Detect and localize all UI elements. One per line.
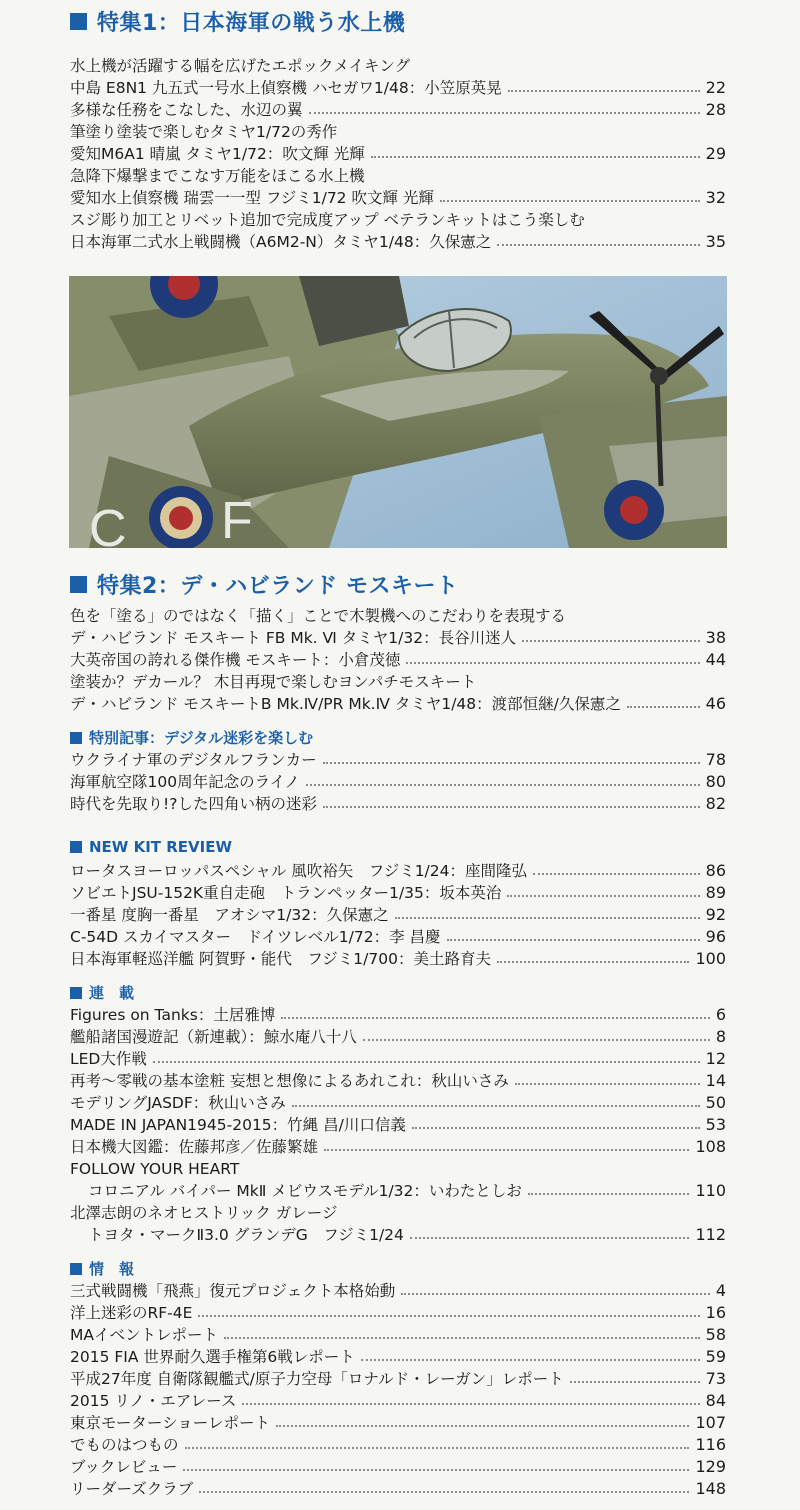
toc-entry[interactable]: 海軍航空隊100周年記念のライノ 80: [70, 772, 726, 791]
mosquito-model-photo: [69, 276, 727, 548]
toc-entry[interactable]: でものはつもの 116: [70, 1435, 726, 1454]
page-number: 46: [705, 694, 726, 713]
page-number: 100: [695, 949, 726, 968]
page-number: 28: [705, 100, 726, 119]
page-number: 58: [705, 1325, 726, 1344]
toc-entry[interactable]: 愛知水上偵察機 瑞雲一一型 フジミ1/72 吹文輝 光輝 32: [70, 188, 726, 207]
toc-entry[interactable]: 愛知M6A1 晴嵐 タミヤ1/72：吹文輝 光輝 29: [70, 144, 726, 163]
section-heading-series: 連 載: [70, 982, 134, 1003]
page-number: 53: [705, 1115, 726, 1134]
page-number: 16: [705, 1303, 726, 1322]
toc-entry[interactable]: リーダーズクラブ 148: [70, 1479, 726, 1498]
toc-entry[interactable]: 東京モーターショーレポート 107: [70, 1413, 726, 1432]
toc-line: 筆塗り塗装で楽しむタミヤ1/72の秀作: [70, 123, 338, 141]
page-number: 6: [715, 1005, 726, 1024]
toc-entry[interactable]: 中島 E8N1 九五式一号水上偵察機 ハセガワ1/48：小笠原英晃 22: [70, 78, 726, 97]
page-number: 73: [705, 1369, 726, 1388]
toc-line: FOLLOW YOUR HEART: [70, 1160, 240, 1178]
square-bullet-icon: [70, 576, 87, 593]
toc-entry[interactable]: 平成27年度 自衛隊観艦式/原子力空母「ロナルド・レーガン」レポート 73: [70, 1369, 726, 1388]
page-number: 29: [705, 144, 726, 163]
page-number: 108: [695, 1137, 726, 1156]
page-number: 86: [705, 861, 726, 880]
toc-line: 急降下爆撃までこなす万能をほこる水上機: [70, 167, 365, 185]
section-heading-special-1: 特集1：日本海軍の戦う水上機: [70, 6, 405, 37]
toc-line: 水上機が活躍する幅を広げたエポックメイキング: [70, 57, 411, 75]
toc-entry[interactable]: 再考～零戦の基本塗粧 妄想と想像によるあれこれ：秋山いさみ 14: [70, 1071, 726, 1090]
toc-entry[interactable]: ロータスヨーロッパスペシャル 風吹裕矢 フジミ1/24：座間隆弘 86: [70, 861, 726, 880]
section-heading-info: 情 報: [70, 1258, 134, 1279]
page-number: 82: [705, 794, 726, 813]
toc-entry[interactable]: C-54D スカイマスター ドイツレベル1/72：李 昌慶 96: [70, 927, 726, 946]
page-number: 32: [705, 188, 726, 207]
page-number: 8: [715, 1027, 726, 1046]
toc-entry[interactable]: 三式戦闘機「飛燕」復元プロジェクト本格始動 4: [70, 1281, 726, 1300]
toc-entry[interactable]: LED大作戦 12: [70, 1049, 726, 1068]
toc-line: 塗装か？デカール？ 木目再現で楽しむヨンパチモスキート: [70, 673, 477, 691]
toc-entry[interactable]: 洋上迷彩のRF-4E 16: [70, 1303, 726, 1322]
square-bullet-icon: [70, 987, 82, 999]
toc-entry[interactable]: ブックレビュー 129: [70, 1457, 726, 1476]
page-number: 110: [695, 1181, 726, 1200]
page-number: 22: [705, 78, 726, 97]
page-number: 78: [705, 750, 726, 769]
toc-entry[interactable]: Figures on Tanks：土居雅博 6: [70, 1005, 726, 1024]
toc-entry[interactable]: MAイベントレポート 58: [70, 1325, 726, 1344]
section-heading-special-article: 特別記事：デジタル迷彩を楽しむ: [70, 727, 313, 748]
section-heading-new-kit-review: NEW KIT REVIEW: [70, 838, 232, 856]
toc-entry[interactable]: デ・ハビランド モスキートB Mk.Ⅳ/PR Mk.Ⅳ タミヤ1/48：渡部恒継/久保憲之 46: [70, 694, 726, 713]
square-bullet-icon: [70, 1263, 82, 1275]
page-number: 38: [705, 628, 726, 647]
toc-entry[interactable]: デ・ハビランド モスキート FB Mk. Ⅵ タミヤ1/32：長谷川迷人 38: [70, 628, 726, 647]
toc-entry[interactable]: 日本機大図鑑：佐藤邦彦／佐藤繁雄 108: [70, 1137, 726, 1156]
page-number: 4: [715, 1281, 726, 1300]
toc-entry[interactable]: 日本海軍二式水上戦闘機（A6M2-N）タミヤ1/48：久保憲之 35: [70, 232, 726, 251]
toc-line: 北澤志朗のネオヒストリック ガレージ: [70, 1204, 338, 1222]
toc-entry[interactable]: 2015 FIA 世界耐久選手権第6戦レポート 59: [70, 1347, 726, 1366]
page-number: 148: [695, 1479, 726, 1498]
page-number: 35: [705, 232, 726, 251]
page-number: 59: [705, 1347, 726, 1366]
page-number: 50: [705, 1093, 726, 1112]
page-number: 89: [705, 883, 726, 902]
page-number: 129: [695, 1457, 726, 1476]
page-number: 96: [705, 927, 726, 946]
toc-entry[interactable]: 多様な任務をこなした、水辺の翼 28: [70, 100, 726, 119]
page-number: 80: [705, 772, 726, 791]
toc-entry[interactable]: MADE IN JAPAN1945-2015：竹縄 昌/川口信義 53: [70, 1115, 726, 1134]
toc-entry[interactable]: 日本海軍軽巡洋艦 阿賀野・能代 フジミ1/700：美土路育夫 100: [70, 949, 726, 968]
square-bullet-icon: [70, 841, 82, 853]
roundel-icon: [604, 480, 664, 540]
page-number: 14: [705, 1071, 726, 1090]
page-number: 92: [705, 905, 726, 924]
page-number: 44: [705, 650, 726, 669]
page-number: 84: [705, 1391, 726, 1410]
square-bullet-icon: [70, 732, 82, 744]
roundel-icon: [149, 486, 213, 548]
page-number: 107: [695, 1413, 726, 1432]
toc-entry[interactable]: トヨタ・マークⅡ3.0 グランデG フジミ1/24 112: [88, 1225, 726, 1244]
toc-entry[interactable]: 一番星 度胸一番星 アオシマ1/32：久保憲之 92: [70, 905, 726, 924]
toc-entry[interactable]: 大英帝国の誇れる傑作機 モスキート：小倉茂徳 44: [70, 650, 726, 669]
section-heading-special-2: 特集2：デ・ハビランド モスキート: [70, 569, 458, 600]
toc-entry[interactable]: 2015 リノ・エアレース 84: [70, 1391, 726, 1410]
toc-line: 色を「塗る」のではなく「描く」ことで木製機へのこだわりを表現する: [70, 607, 567, 625]
page-number: 12: [705, 1049, 726, 1068]
square-bullet-icon: [70, 13, 87, 30]
toc-entry[interactable]: ウクライナ軍のデジタルフランカー 78: [70, 750, 726, 769]
toc-entry[interactable]: 時代を先取り!?した四角い柄の迷彩 82: [70, 794, 726, 813]
toc-entry[interactable]: モデリングJASDF：秋山いさみ 50: [70, 1093, 726, 1112]
toc-entry[interactable]: ソビエトJSU-152K重自走砲 トランペッター1/35：坂本英治 89: [70, 883, 726, 902]
toc-entry[interactable]: コロニアル バイパー MkⅡ メビウスモデル1/32：いわたとしお 110: [88, 1181, 726, 1200]
page-number: 116: [695, 1435, 726, 1454]
toc-entry[interactable]: 艦船諸国漫遊記（新連載）：鯨水庵八十八 8: [70, 1027, 726, 1046]
roundel-letter: C: [89, 500, 127, 548]
page-number: 112: [695, 1225, 726, 1244]
toc-line: スジ彫り加工とリベット追加で完成度アップ ベテランキットはこう楽しむ: [70, 211, 585, 229]
roundel-letter: F: [221, 492, 253, 548]
